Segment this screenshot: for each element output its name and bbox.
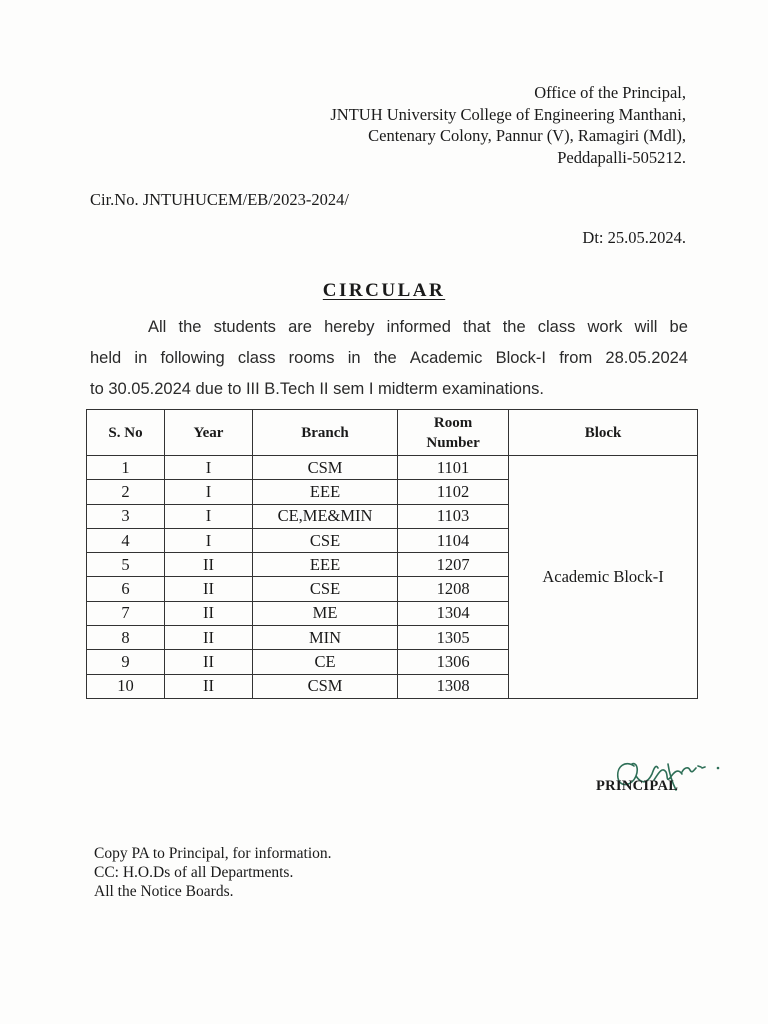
cell-year: II xyxy=(164,626,252,650)
body-word: hereby xyxy=(324,318,375,336)
body-word: from xyxy=(559,349,593,367)
cell-branch: EEE xyxy=(252,480,397,504)
body-word: rooms xyxy=(288,349,335,367)
body-word: are xyxy=(288,318,312,336)
body-line-3: to 30.05.2024 due to III B.Tech II sem I midterm examinations. xyxy=(90,380,544,398)
cell-sno: 8 xyxy=(87,626,165,650)
address-line-3: Centenary Colony, Pannur (V), Ramagiri (Mdl), xyxy=(368,126,686,145)
cell-branch: CE xyxy=(252,650,397,674)
header-room-line-2: Number xyxy=(426,434,480,451)
cell-room: 1304 xyxy=(398,601,509,625)
body-word: class xyxy=(537,318,576,336)
cell-branch: CSE xyxy=(252,528,397,552)
cell-sno: 2 xyxy=(87,480,165,504)
cell-sno: 5 xyxy=(87,553,165,577)
body-word: class xyxy=(237,349,276,367)
cell-room: 1308 xyxy=(398,674,509,698)
body-word: be xyxy=(669,318,688,336)
copy-to-line-1: Copy PA to Principal, for information. xyxy=(94,845,332,862)
body-line-2 xyxy=(90,343,688,374)
body-word: All xyxy=(148,318,167,336)
body-word: held xyxy=(90,349,122,367)
body-word: Block-I xyxy=(495,349,546,367)
body-word: work xyxy=(587,318,623,336)
address-line-4: Peddapalli-505212. xyxy=(557,147,686,167)
cell-room: 1103 xyxy=(398,504,509,528)
body-word: the xyxy=(502,318,526,336)
cell-year: I xyxy=(164,480,252,504)
cell-sno: 4 xyxy=(87,528,165,552)
cell-sno: 1 xyxy=(87,456,165,480)
office-address xyxy=(330,82,686,168)
circular-number: Cir.No. JNTUHUCEM/EB/2023-2024/ xyxy=(90,190,349,209)
body-word: in xyxy=(347,349,361,367)
classroom-allocation-table xyxy=(86,409,698,699)
header-branch: Branch xyxy=(252,410,397,456)
body-word: 28.05.2024 xyxy=(605,349,688,367)
cell-year: II xyxy=(164,674,252,698)
cell-room: 1101 xyxy=(398,456,509,480)
header-sno: S. No xyxy=(87,410,165,456)
cell-year: II xyxy=(164,553,252,577)
cell-branch: CE,ME&MIN xyxy=(252,504,397,528)
table-body xyxy=(87,456,698,699)
cell-branch: CSM xyxy=(252,456,397,480)
cell-room: 1208 xyxy=(398,577,509,601)
body-word: the xyxy=(373,349,397,367)
cell-branch: EEE xyxy=(252,553,397,577)
body-word: the xyxy=(178,318,202,336)
cell-year: II xyxy=(164,650,252,674)
body-word: students xyxy=(213,318,276,336)
header-room-line-1: Room xyxy=(433,414,473,431)
circular-date: Dt: 25.05.2024. xyxy=(582,228,686,247)
body-word: Academic xyxy=(409,349,483,367)
cell-year: I xyxy=(164,456,252,480)
copy-to-line-2: CC: H.O.Ds of all Departments. xyxy=(94,864,294,881)
table-row xyxy=(87,456,698,480)
cell-branch: CSE xyxy=(252,577,397,601)
cell-room: 1104 xyxy=(398,528,509,552)
address-line-1: Office of the Principal, xyxy=(534,83,686,102)
cell-room: 1305 xyxy=(398,626,509,650)
cell-branch: CSM xyxy=(252,674,397,698)
body-word: informed xyxy=(386,318,451,336)
copy-to-line-3: All the Notice Boards. xyxy=(94,883,234,900)
body-word: in xyxy=(134,349,148,367)
cell-branch: ME xyxy=(252,601,397,625)
circular-title: CIRCULAR xyxy=(322,280,446,301)
signatory-title: PRINCIPAL xyxy=(596,778,679,794)
header-room-number xyxy=(398,410,509,456)
cell-room: 1207 xyxy=(398,553,509,577)
cell-year: II xyxy=(164,601,252,625)
copy-to-section xyxy=(94,844,332,901)
cell-sno: 7 xyxy=(87,601,165,625)
cell-sno: 3 xyxy=(87,504,165,528)
cell-block: Academic Block-I xyxy=(509,456,698,699)
table-header-row xyxy=(87,410,698,456)
cell-branch: MIN xyxy=(252,626,397,650)
cell-year: I xyxy=(164,528,252,552)
cell-sno: 6 xyxy=(87,577,165,601)
cell-room: 1306 xyxy=(398,650,509,674)
header-block: Block xyxy=(509,410,698,456)
address-line-2: JNTUH University College of Engineering Manthani, xyxy=(330,104,686,124)
body-word: following xyxy=(160,349,225,367)
body-line-1 xyxy=(90,312,688,343)
body-word: will xyxy=(634,318,658,336)
cell-sno: 9 xyxy=(87,650,165,674)
cell-sno: 10 xyxy=(87,674,165,698)
body-word: that xyxy=(463,318,491,336)
header-year: Year xyxy=(164,410,252,456)
cell-year: I xyxy=(164,504,252,528)
cell-room: 1102 xyxy=(398,480,509,504)
cell-year: II xyxy=(164,577,252,601)
circular-body xyxy=(90,312,688,405)
